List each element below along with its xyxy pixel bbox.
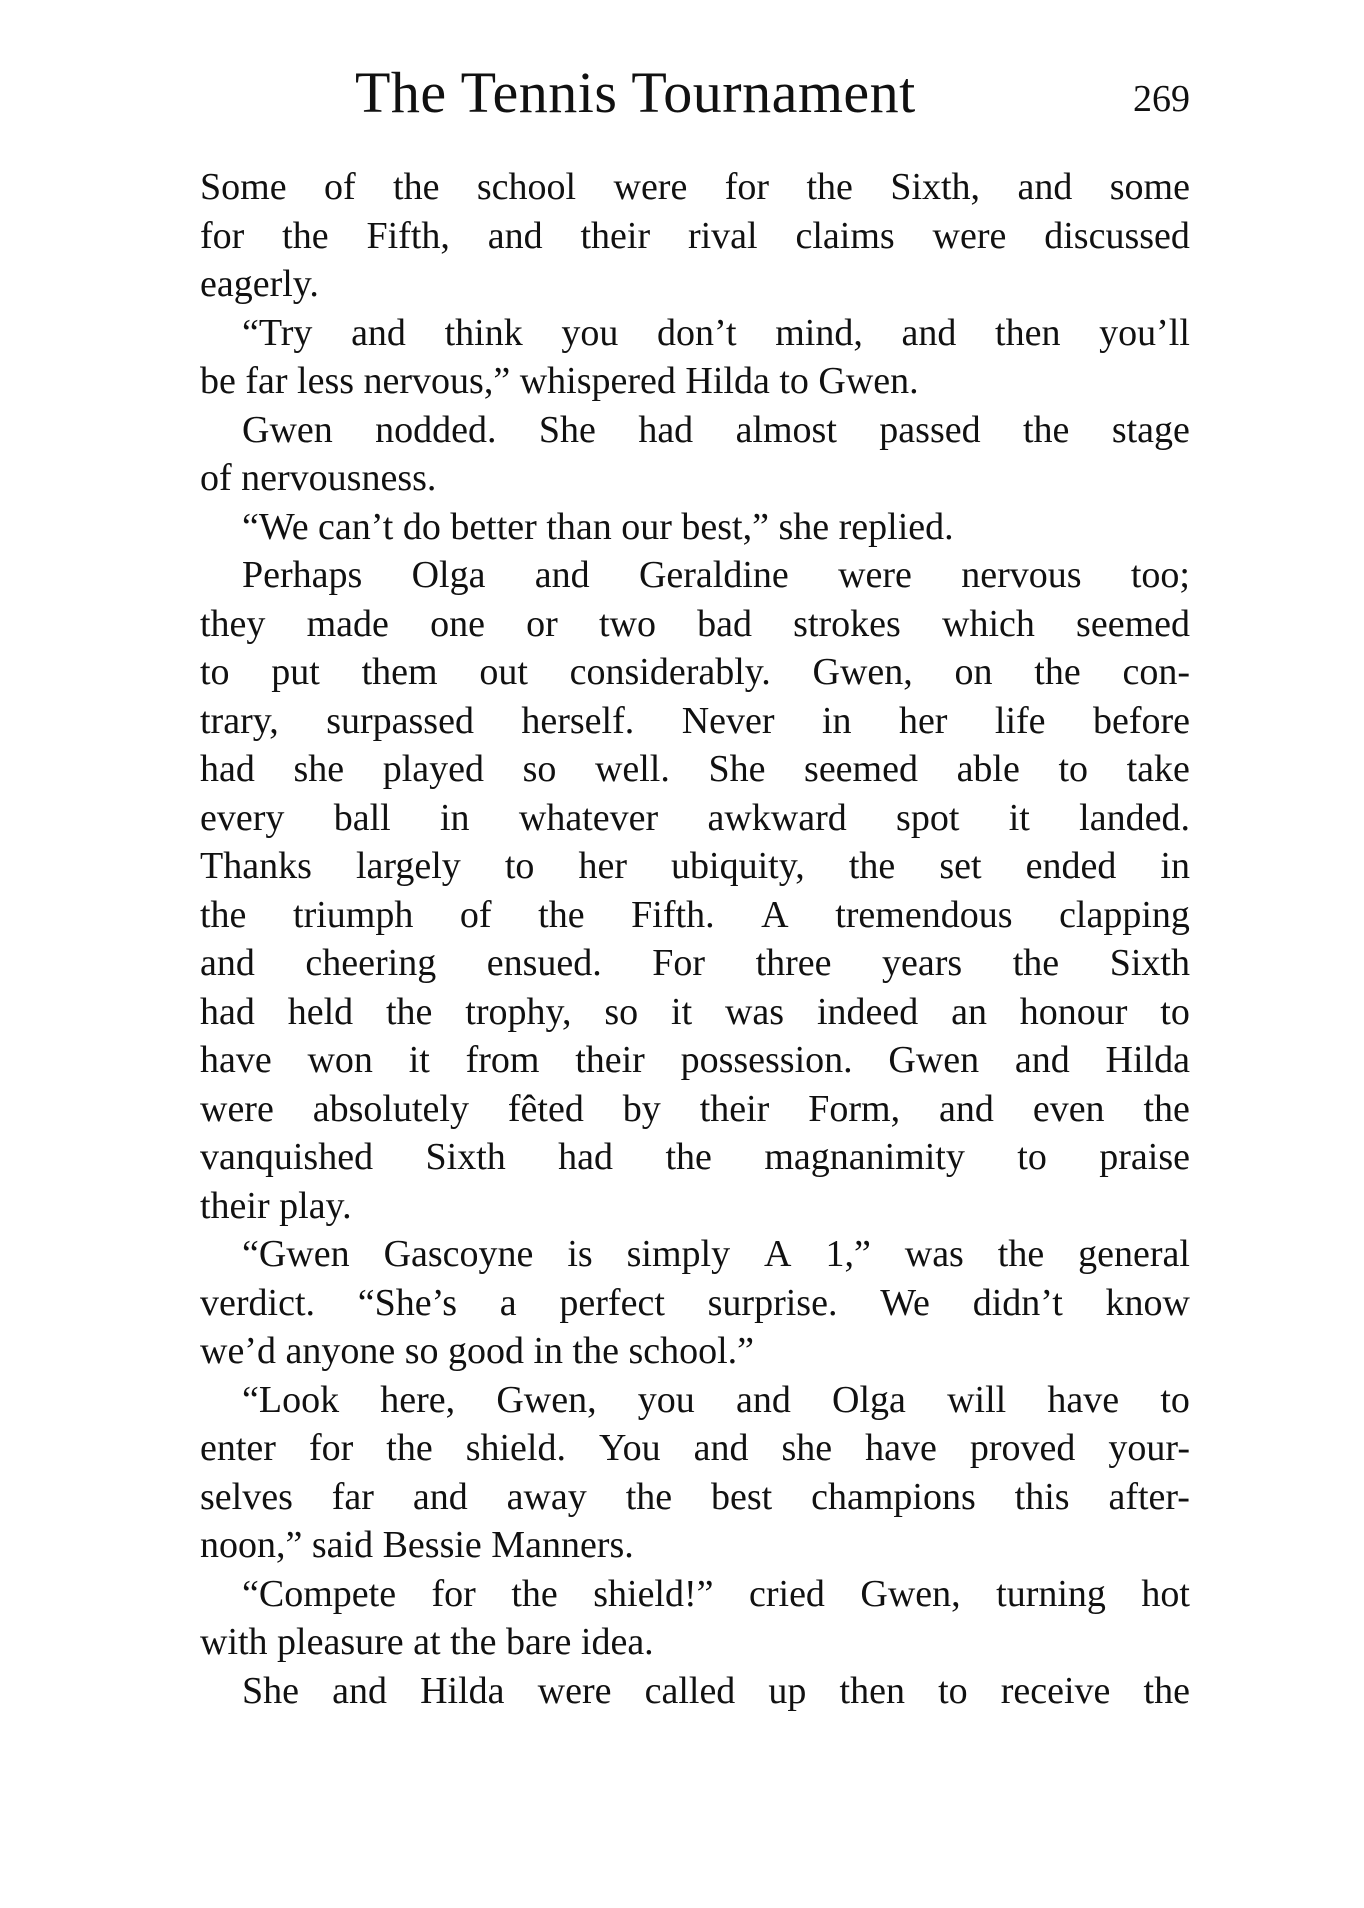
word: were — [200, 1087, 274, 1130]
word: of — [323, 166, 356, 208]
word: of — [459, 893, 492, 936]
word: A — [761, 893, 789, 936]
word: herself. — [521, 699, 635, 742]
word: some — [1109, 166, 1190, 208]
word: was — [904, 1233, 964, 1275]
word: enter — [200, 1427, 276, 1469]
text-line — [200, 891, 1190, 940]
word: you — [637, 1378, 695, 1421]
word: cried — [748, 1572, 825, 1615]
word: “She’s — [357, 1281, 457, 1324]
text-line: their play. — [200, 1184, 352, 1227]
text-line — [200, 1230, 1190, 1279]
word: discussed — [1044, 214, 1190, 257]
word: and — [332, 1669, 387, 1712]
word: in — [440, 796, 470, 839]
word: held — [287, 990, 354, 1033]
word: two — [598, 602, 656, 645]
word: Some — [200, 166, 287, 208]
word: for — [724, 166, 770, 208]
word: have — [200, 1039, 272, 1081]
word: con- — [1122, 651, 1190, 693]
word: seemed — [804, 748, 918, 790]
word: vanquished — [200, 1136, 374, 1178]
word: general — [1078, 1233, 1190, 1275]
word: A — [764, 1233, 792, 1275]
word: “Compete — [242, 1572, 397, 1615]
word: were — [838, 554, 912, 596]
word: were — [613, 166, 688, 208]
word: or — [526, 602, 558, 645]
word: spot — [896, 796, 960, 839]
text-line — [200, 794, 1190, 843]
text-line: eagerly. — [200, 263, 319, 305]
text-line: we’d anyone so good in the school.” — [200, 1330, 755, 1372]
word: surprise. — [707, 1281, 838, 1324]
word: Form, — [808, 1087, 901, 1130]
text-line — [200, 309, 1190, 358]
text-line — [200, 988, 1190, 1037]
word: clapping — [1059, 893, 1190, 936]
word: won — [307, 1039, 373, 1081]
word: called — [644, 1669, 736, 1712]
word: this — [1014, 1475, 1070, 1518]
word: it — [1008, 796, 1030, 839]
word: surpassed — [326, 699, 474, 742]
word: Gwen — [242, 408, 333, 451]
word: Gwen — [888, 1039, 980, 1081]
word: to — [1017, 1136, 1047, 1178]
word: far — [331, 1475, 374, 1518]
word: Never — [681, 699, 775, 742]
word: to — [504, 845, 535, 887]
word: have — [1047, 1378, 1120, 1421]
word: possession. — [680, 1039, 853, 1081]
word: the — [625, 1475, 673, 1518]
word: Hilda — [1105, 1039, 1190, 1081]
word: Sixth, — [890, 166, 981, 208]
word: almost — [735, 408, 837, 451]
word: had — [558, 1136, 614, 1178]
word: years — [882, 942, 963, 984]
word: for — [308, 1427, 354, 1469]
word: tremendous — [835, 893, 1013, 936]
word: Olga — [411, 554, 486, 596]
text-line — [200, 1376, 1190, 1425]
word: For — [652, 942, 706, 984]
word: so — [604, 990, 639, 1033]
word: triumph — [293, 893, 414, 936]
word: they — [200, 602, 266, 645]
word: passed — [879, 408, 981, 451]
word: the — [386, 1427, 433, 1469]
word: fêted — [507, 1087, 584, 1130]
word: set — [939, 845, 982, 887]
word: it — [671, 990, 693, 1033]
word: one — [430, 602, 485, 645]
word: had — [200, 748, 255, 790]
word: and — [1014, 1039, 1070, 1081]
chapter-running-title: The Tennis Tournament — [355, 60, 916, 125]
word: them — [361, 651, 438, 693]
text-line — [200, 1279, 1190, 1328]
word: to — [1058, 748, 1088, 790]
word: were — [932, 214, 1007, 257]
word: three — [755, 942, 832, 984]
word: then — [995, 311, 1061, 354]
word: awkward — [707, 796, 847, 839]
word: and — [901, 311, 957, 354]
word: had — [200, 990, 255, 1033]
word: school — [476, 166, 577, 208]
word: the — [538, 893, 585, 936]
text-line: noon,” said Bessie Manners. — [200, 1524, 634, 1566]
word: nodded. — [375, 408, 497, 451]
word: best — [711, 1475, 773, 1518]
word: and — [735, 1378, 791, 1421]
word: largely — [355, 845, 461, 887]
word: the — [997, 1233, 1045, 1275]
word: for — [431, 1572, 476, 1615]
word: a — [499, 1281, 517, 1324]
word: were — [537, 1669, 612, 1712]
word: you — [561, 311, 619, 354]
text-line — [200, 697, 1190, 746]
word: Gascoyne — [383, 1233, 534, 1275]
word: Hilda — [420, 1669, 505, 1712]
text-line — [200, 745, 1190, 794]
word: know — [1105, 1281, 1190, 1324]
word: played — [382, 748, 484, 790]
word: up — [768, 1669, 807, 1712]
word: by — [622, 1087, 661, 1130]
word: you’ll — [1099, 311, 1190, 354]
word: Gwen, — [496, 1378, 597, 1421]
word: she — [781, 1427, 833, 1469]
word: in — [821, 699, 852, 742]
word: and — [487, 214, 543, 257]
word: Olga — [832, 1378, 906, 1421]
text-line — [200, 1085, 1190, 1134]
word: and — [351, 311, 406, 354]
word: and — [693, 1427, 749, 1469]
word: shield. — [465, 1427, 566, 1469]
word: made — [306, 602, 389, 645]
word: the — [1143, 1669, 1190, 1712]
word: simply — [626, 1233, 731, 1275]
word: and — [534, 554, 590, 596]
word: “Gwen — [242, 1233, 350, 1275]
word: which — [942, 602, 1035, 645]
word: here, — [380, 1378, 456, 1421]
word: Fifth. — [631, 893, 715, 936]
word: the — [386, 990, 433, 1033]
word: whatever — [518, 796, 659, 839]
text-line: “We can’t do better than our best,” she replied. — [242, 505, 954, 548]
word: life — [994, 699, 1046, 742]
word: the — [1143, 1087, 1190, 1130]
word: to — [200, 651, 230, 693]
word: Sixth — [1109, 942, 1190, 984]
word: turning — [996, 1572, 1106, 1615]
word: considerably. — [569, 651, 771, 693]
text-line — [200, 406, 1190, 455]
text-line: of nervousness. — [200, 457, 437, 499]
word: You — [598, 1427, 661, 1469]
word: ensued. — [486, 942, 602, 984]
word: rival — [687, 214, 758, 257]
word: take — [1126, 748, 1190, 790]
word: the — [511, 1572, 558, 1615]
word: stage — [1111, 408, 1190, 451]
text-line — [200, 1036, 1190, 1085]
word: every — [200, 796, 285, 839]
text-line — [200, 648, 1190, 697]
word: for — [200, 214, 245, 257]
word: the — [1023, 408, 1070, 451]
word: ended — [1025, 845, 1117, 887]
text-line — [200, 1570, 1190, 1619]
word: trary, — [200, 699, 279, 742]
word: out — [479, 651, 528, 693]
word: think — [444, 311, 523, 354]
word: their — [699, 1087, 770, 1130]
text-line — [200, 939, 1190, 988]
word: the — [665, 1136, 712, 1178]
page-number: 269 — [1133, 78, 1190, 120]
word: her — [578, 845, 627, 887]
word: strokes — [793, 602, 901, 645]
word: honour — [1019, 990, 1128, 1033]
text-line — [200, 1473, 1190, 1522]
word: Gwen, — [812, 651, 913, 693]
word: nervous — [961, 554, 1082, 596]
word: She — [538, 408, 596, 451]
word: the — [806, 166, 853, 208]
text-line: with pleasure at the bare idea. — [200, 1621, 654, 1663]
word: mind, — [775, 311, 863, 354]
word: proved — [969, 1427, 1076, 1469]
text-line: be far less nervous,” whispered Hilda to Gwen. — [200, 360, 919, 402]
word: magnanimity — [764, 1136, 965, 1178]
word: the — [1012, 942, 1060, 984]
word: She — [708, 748, 766, 790]
word: have — [865, 1427, 937, 1469]
word: ubiquity, — [671, 845, 805, 887]
word: then — [839, 1669, 905, 1712]
word: bad — [697, 602, 752, 645]
word: indeed — [816, 990, 919, 1033]
word: Sixth — [425, 1136, 506, 1178]
word: verdict. — [200, 1281, 316, 1324]
word: absolutely — [312, 1087, 469, 1130]
word: on — [954, 651, 993, 693]
word: We — [880, 1281, 930, 1324]
word: hot — [1141, 1572, 1190, 1615]
word: was — [724, 990, 785, 1033]
word: claims — [795, 214, 895, 257]
word: shield!” — [593, 1572, 714, 1615]
text-line — [200, 551, 1190, 600]
running-head — [200, 58, 1190, 128]
word: the — [393, 166, 440, 208]
word: selves — [200, 1475, 293, 1518]
text-line — [200, 842, 1190, 891]
word: away — [506, 1475, 587, 1518]
word: put — [271, 651, 320, 693]
text-line — [200, 212, 1190, 261]
text-line — [200, 1667, 1190, 1716]
word: didn’t — [972, 1281, 1063, 1324]
word: she — [293, 748, 345, 790]
word: 1,” — [825, 1233, 871, 1275]
word: the — [200, 893, 247, 936]
word: her — [898, 699, 948, 742]
body-text — [200, 163, 1190, 1715]
word: their — [575, 1039, 645, 1081]
word: in — [1160, 845, 1190, 887]
word: don’t — [657, 311, 737, 354]
word: your- — [1108, 1427, 1190, 1469]
word: Gwen, — [860, 1572, 961, 1615]
word: had — [638, 408, 694, 451]
word: from — [465, 1039, 540, 1081]
word: too; — [1130, 554, 1190, 596]
word: able — [956, 748, 1020, 790]
word: so — [522, 748, 557, 790]
word: to — [1160, 990, 1190, 1033]
word: well. — [594, 748, 670, 790]
word: seemed — [1076, 602, 1190, 645]
word: “Try — [242, 311, 313, 354]
word: and — [200, 942, 255, 984]
word: cheering — [305, 942, 437, 984]
word: to — [938, 1669, 968, 1712]
word: praise — [1099, 1136, 1190, 1178]
word: champions — [811, 1475, 976, 1518]
text-line — [200, 163, 1190, 212]
word: She — [242, 1669, 299, 1712]
word: Perhaps — [242, 554, 363, 596]
word: Thanks — [200, 845, 312, 887]
word: and — [1017, 166, 1073, 208]
word: ball — [333, 796, 391, 839]
word: the — [848, 845, 896, 887]
word: their — [580, 214, 651, 257]
word: the — [282, 214, 329, 257]
word: and — [939, 1087, 994, 1130]
word: “Look — [242, 1378, 340, 1421]
word: to — [1160, 1378, 1190, 1421]
word: Geraldine — [638, 554, 789, 596]
word: the — [1034, 651, 1081, 693]
word: after- — [1108, 1475, 1190, 1518]
word: before — [1092, 699, 1190, 742]
word: will — [947, 1378, 1007, 1421]
word: Fifth, — [366, 214, 450, 257]
text-line — [200, 600, 1190, 649]
word: is — [567, 1233, 593, 1275]
word: receive — [1000, 1669, 1111, 1712]
word: it — [408, 1039, 430, 1081]
word: even — [1032, 1087, 1105, 1130]
word: trophy, — [465, 990, 572, 1033]
word: and — [412, 1475, 468, 1518]
text-line — [200, 1133, 1190, 1182]
text-line — [200, 1424, 1190, 1473]
word: perfect — [559, 1281, 665, 1324]
word: an — [951, 990, 987, 1033]
word: landed. — [1079, 796, 1190, 839]
